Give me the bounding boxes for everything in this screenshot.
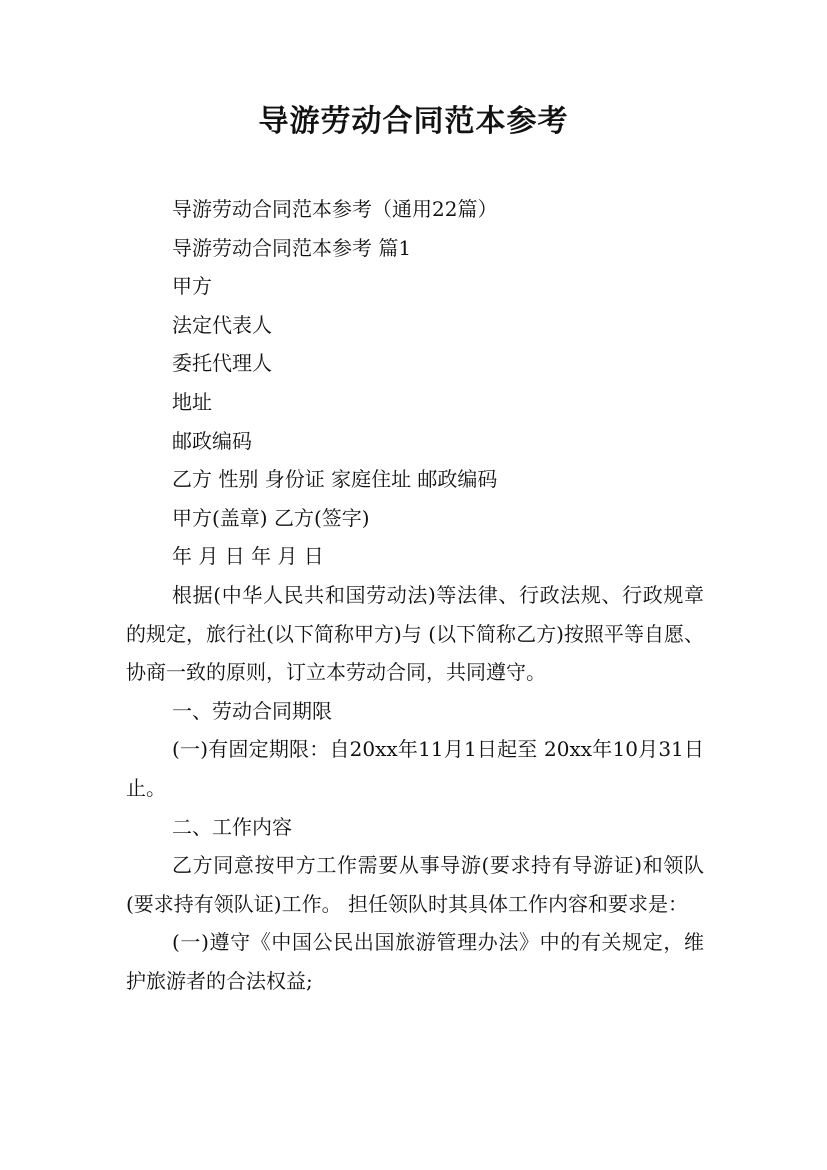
paragraph-subtitle: 导游劳动合同范本参考（通用22篇） [172,197,498,221]
paragraph-preamble: 根据(中华人民共和国劳动法)等法律、行政法规、行政规章的规定，旅行社(以下简称甲方)与 (以下简称乙方)按照平等自愿、协商一致的原则，订立本劳动合同，共同遵守。 [126,582,704,685]
paragraph-compliance: (一)遵守《中国公民出国旅游管理办法》中的有关规定，维护旅游者的合法权益; [126,930,704,993]
paragraph-signatures: 甲方(盖章) 乙方(签字) [172,505,370,530]
paragraph-section-heading: 导游劳动合同范本参考 篇1 [172,235,412,260]
paragraph-postal-code: 邮政编码 [172,428,252,453]
paragraph-party-a: 甲方 [172,274,212,299]
document-title: 导游劳动合同范本参考 [258,104,569,139]
paragraph-dates: 年 月 日 年 月 日 [172,544,324,569]
paragraph-fixed-term: (一)有固定期限：自20xx年11月1日起至 20xx年10月31日止。 [126,737,704,800]
paragraph-address: 地址 [172,389,212,414]
paragraph-legal-representative: 法定代表人 [172,312,272,337]
paragraph-work-content-heading: 二、工作内容 [172,814,292,839]
paragraph-term-heading: 一、劳动合同期限 [172,698,332,723]
paragraph-party-b-details: 乙方 性别 身份证 家庭住址 邮政编码 [172,467,498,492]
paragraph-authorized-agent: 委托代理人 [172,351,272,376]
document-body [126,190,704,1000]
paragraph-work-content: 乙方同意按甲方工作需要从事导游(要求持有导游证)和领队(要求持有领队证)工作。 担任领队时其具体工作内容和要求是： [126,853,704,916]
